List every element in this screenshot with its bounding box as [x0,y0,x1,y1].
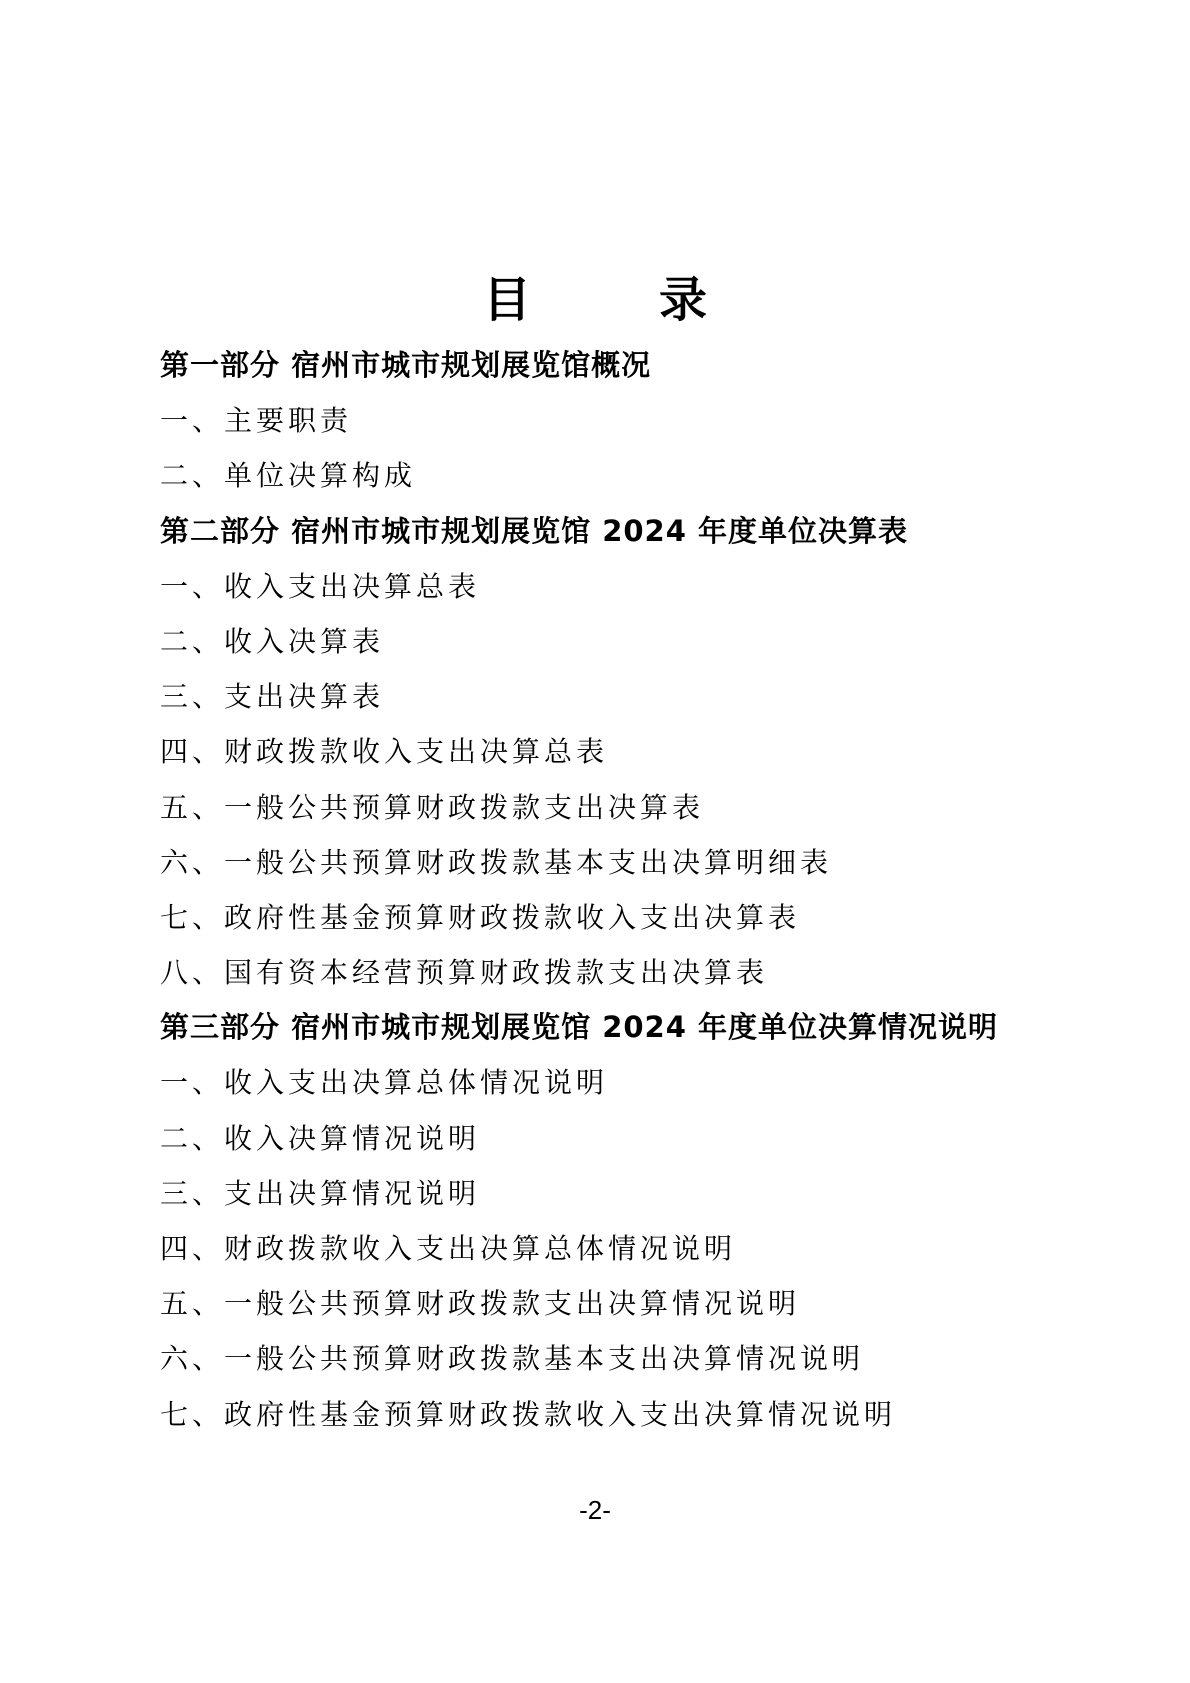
toc-item[interactable]: 一、收入支出决算总体情况说明 [160,1066,609,1100]
toc-item[interactable]: 一、收入支出决算总表 [160,569,481,603]
toc-item[interactable]: 三、支出决算表 [160,680,385,714]
toc-item[interactable]: 七、政府性基金预算财政拨款收入支出决算情况说明 [160,1397,897,1431]
toc-part-2[interactable]: 第二部分 宿州市城市规划展览馆 2024 年度单位决算表 [160,513,909,548]
toc-item[interactable]: 六、一般公共预算财政拨款基本支出决算明细表 [160,845,833,879]
toc-item[interactable]: 七、政府性基金预算财政拨款收入支出决算表 [160,900,801,934]
toc-item[interactable]: 五、一般公共预算财政拨款支出决算情况说明 [160,1287,801,1321]
page-number: -2- [579,1495,611,1525]
toc-item[interactable]: 五、一般公共预算财政拨款支出决算表 [160,790,705,824]
toc-item[interactable]: 三、支出决算情况说明 [160,1176,481,1210]
page-title: 目 录 [482,272,747,328]
table-of-contents [160,338,1060,1442]
toc-item[interactable]: 一、主要职责 [160,404,353,438]
toc-item[interactable]: 八、国有资本经营预算财政拨款支出决算表 [160,956,769,990]
toc-item[interactable]: 四、财政拨款收入支出决算总体情况说明 [160,1232,737,1265]
toc-item[interactable]: 六、一般公共预算财政拨款基本支出决算情况说明 [160,1342,865,1376]
toc-item[interactable]: 二、收入决算表 [160,624,385,658]
toc-part-3[interactable]: 第三部分 宿州市城市规划展览馆 2024 年度单位决算情况说明 [160,1010,999,1045]
toc-item[interactable]: 四、财政拨款收入支出决算总表 [160,735,609,769]
toc-item[interactable]: 二、单位决算构成 [160,459,417,493]
toc-item[interactable]: 二、收入决算情况说明 [160,1121,481,1155]
toc-part-1[interactable]: 第一部分 宿州市城市规划展览馆概况 [160,348,652,382]
